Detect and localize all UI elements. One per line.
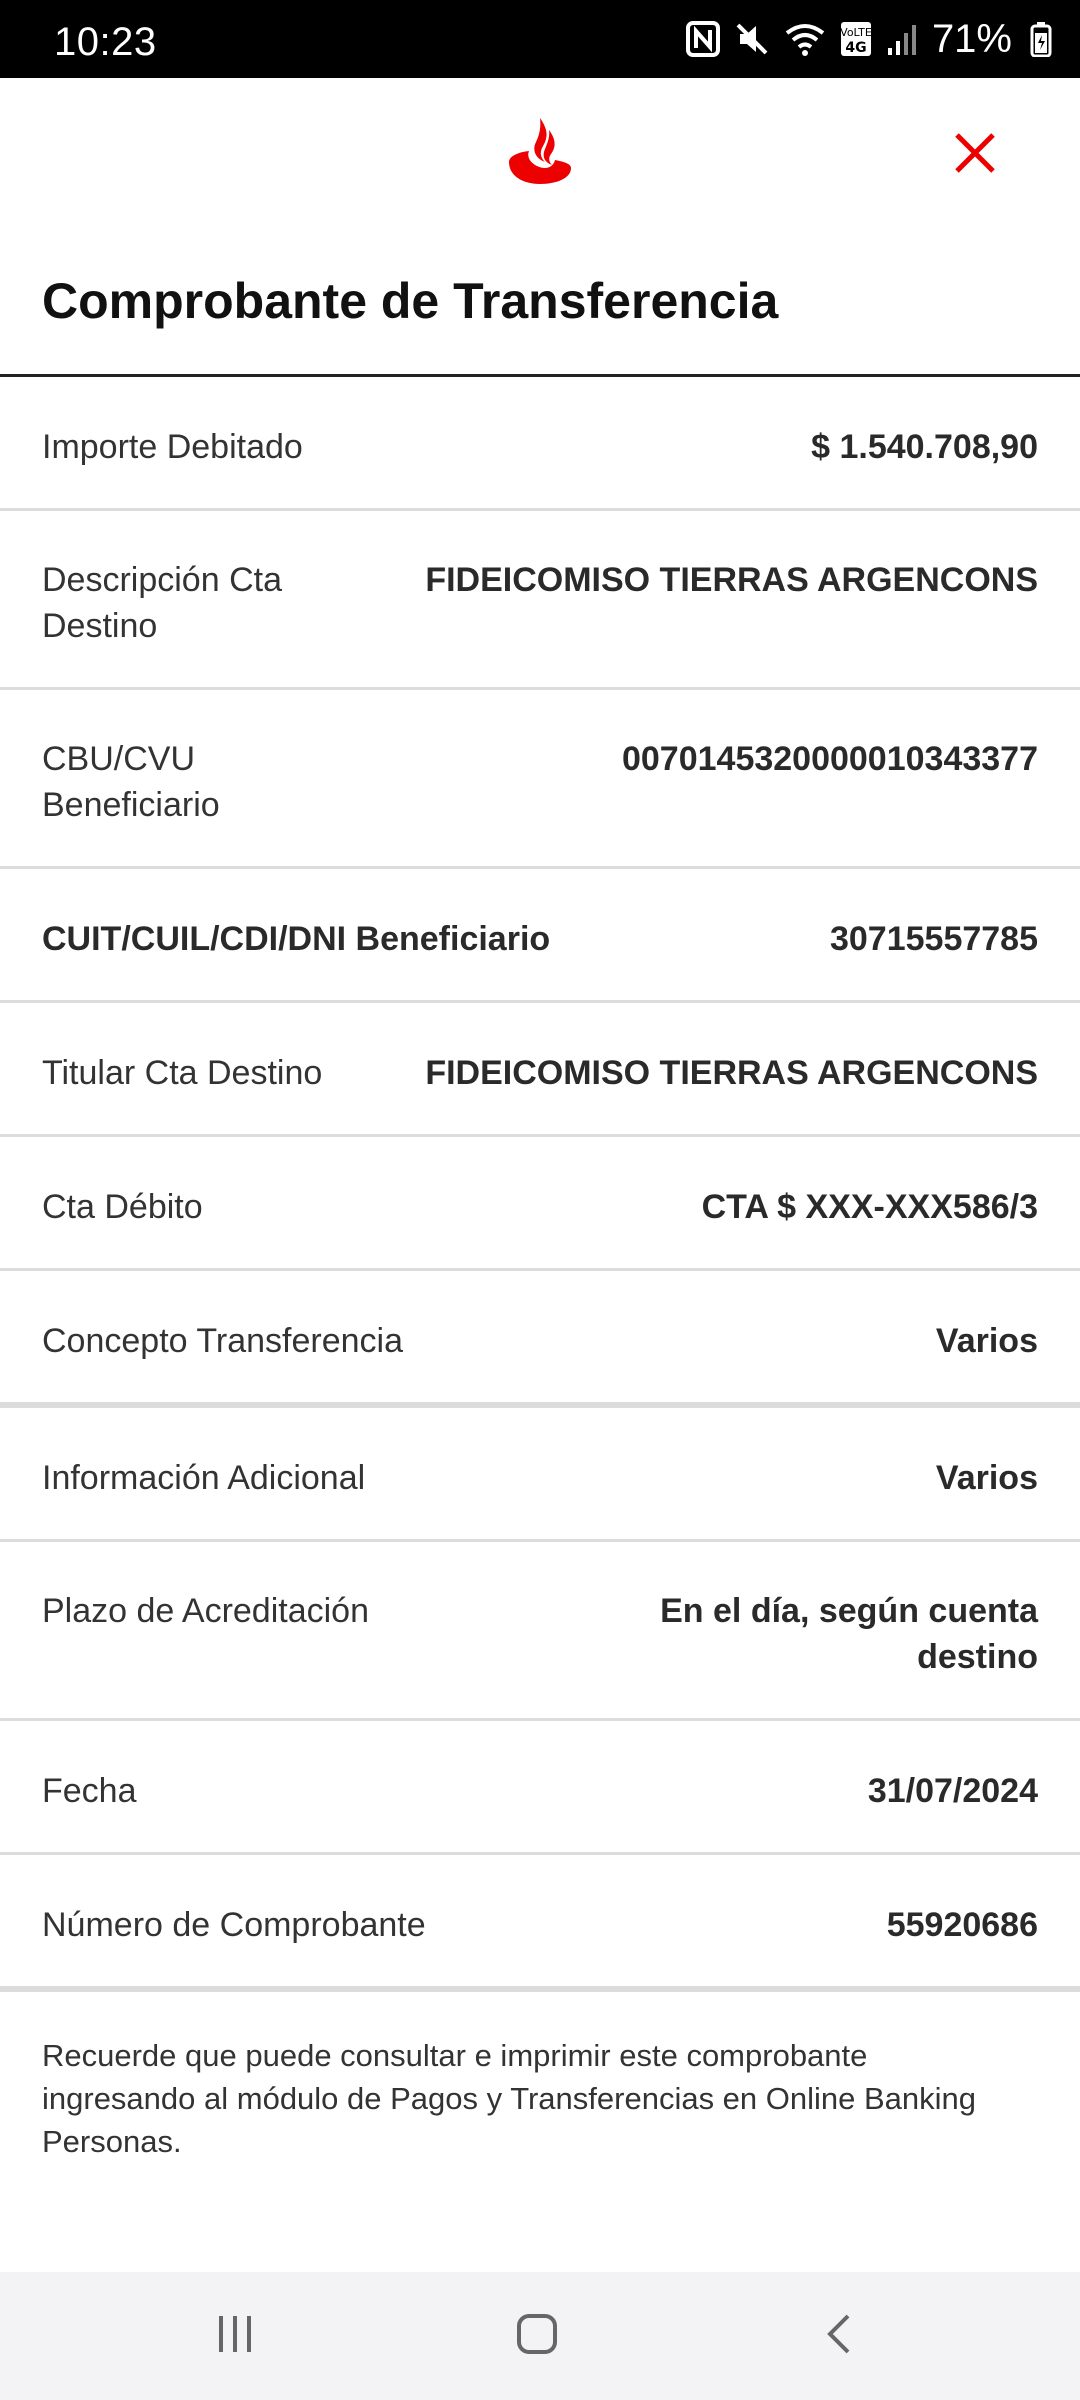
svg-text:VoLTE: VoLTE <box>840 26 872 39</box>
close-button[interactable] <box>940 120 1010 190</box>
transfer-details <box>0 377 1080 1992</box>
detail-value: FIDEICOMISO TIERRAS ARGENCONS <box>425 561 1038 599</box>
back-button[interactable] <box>800 2306 880 2366</box>
back-icon <box>818 2312 862 2361</box>
detail-row-fecha <box>0 1721 1080 1855</box>
home-icon <box>515 2312 559 2361</box>
status-time: 10:23 <box>54 20 157 64</box>
santander-logo-icon <box>505 116 575 186</box>
detail-value: FIDEICOMISO TIERRAS ARGENCONS <box>425 1054 1038 1092</box>
detail-row-cuit <box>0 869 1080 1003</box>
detail-row-importe <box>0 377 1080 511</box>
detail-value: 30715557785 <box>829 920 1038 958</box>
detail-label: Titular Cta Destino <box>42 1054 323 1092</box>
detail-label: Importe Debitado <box>42 428 303 466</box>
detail-label: Plazo de Acreditación <box>42 1592 369 1630</box>
wifi-icon <box>784 21 826 57</box>
footer-note: Recuerde que puede consultar e imprimir este comprobante ingresando al módulo de Pagos y Transferencias en Online Banking Personas. <box>42 2038 977 2159</box>
detail-label: Información Adicional <box>42 1459 366 1497</box>
page-title: Comprobante de Transferencia <box>42 273 779 329</box>
battery-icon <box>1030 21 1052 57</box>
detail-row-titular <box>0 1003 1080 1137</box>
close-icon <box>953 131 997 180</box>
detail-value: En el día, según cuenta destino <box>660 1592 1038 1676</box>
detail-label: Fecha <box>42 1772 137 1810</box>
detail-label: Cta Débito <box>42 1188 203 1226</box>
detail-value: $ 1.540.708,90 <box>811 428 1038 466</box>
detail-label: CBU/CVU Beneficiario <box>42 740 220 824</box>
detail-value: 55920686 <box>886 1906 1038 1944</box>
detail-label: Número de Comprobante <box>42 1906 426 1944</box>
detail-value: Varios <box>935 1322 1038 1360</box>
detail-value: Varios <box>935 1459 1038 1497</box>
nav-bar <box>0 2272 1080 2400</box>
recent-apps-button[interactable] <box>195 2306 275 2366</box>
mute-icon <box>734 21 770 57</box>
detail-row-concepto <box>0 1271 1080 1408</box>
detail-value: CTA $ XXX-XXX586/3 <box>701 1188 1038 1226</box>
detail-row-descripcion <box>0 511 1080 690</box>
detail-label: Concepto Transferencia <box>42 1322 403 1360</box>
home-button[interactable] <box>497 2306 577 2366</box>
detail-label: CUIT/CUIL/CDI/DNI Beneficiario <box>42 920 551 958</box>
detail-row-cta-debito <box>0 1137 1080 1271</box>
detail-row-info-adicional <box>0 1408 1080 1542</box>
header <box>0 78 1080 228</box>
status-icons <box>686 14 1052 64</box>
detail-row-cbu <box>0 690 1080 869</box>
battery-percent: 71% <box>931 16 1012 61</box>
status-bar <box>0 0 1080 78</box>
recent-apps-icon <box>213 2312 257 2361</box>
detail-value: 0070145320000010343377 <box>621 740 1038 778</box>
detail-label: Descripción Cta Destino <box>42 561 282 645</box>
volte-icon <box>840 21 872 57</box>
detail-value: 31/07/2024 <box>867 1772 1038 1810</box>
svg-text:4G: 4G <box>845 40 867 56</box>
nfc-icon <box>686 21 720 57</box>
signal-icon <box>886 22 918 56</box>
detail-row-numero <box>0 1855 1080 1992</box>
detail-row-plazo <box>0 1542 1080 1721</box>
